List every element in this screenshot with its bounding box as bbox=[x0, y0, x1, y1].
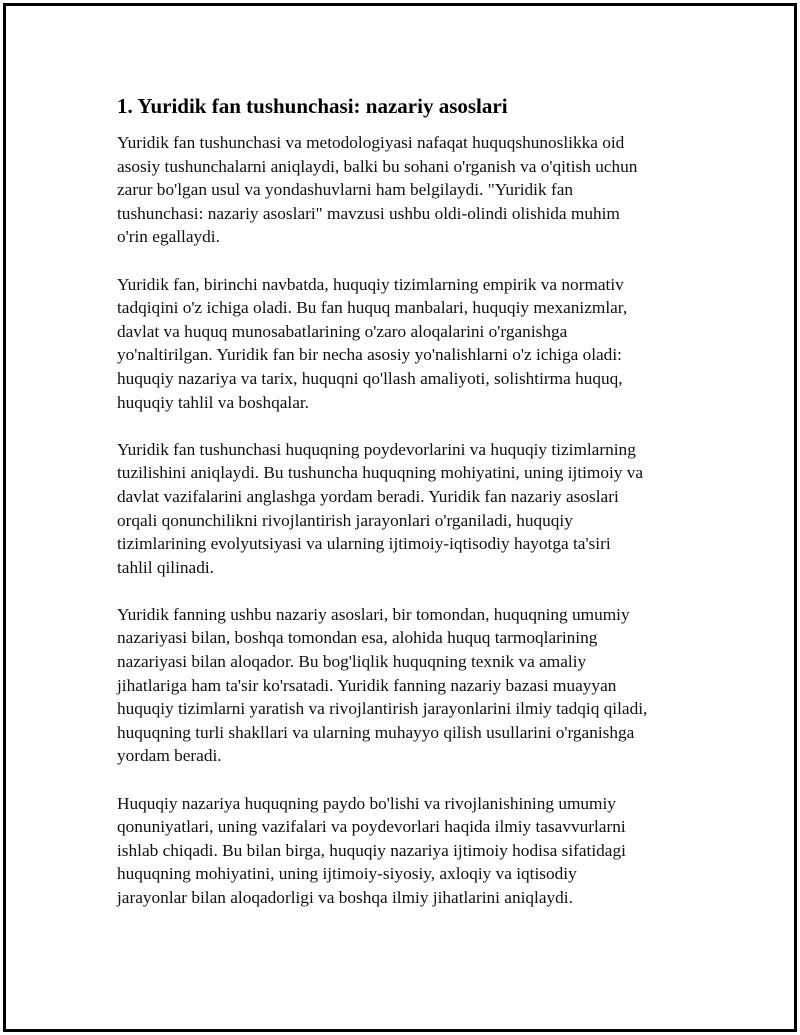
paragraph-5 bbox=[117, 792, 697, 910]
paragraph-3 bbox=[117, 438, 697, 580]
paragraph-line: tahlil qilinadi. bbox=[117, 557, 214, 577]
paragraph-line: huquqiy tahlil va boshqalar. bbox=[117, 392, 309, 412]
paragraph-line: Huquqiy nazariya huquqning paydo bo'lishi va rivojlanishining umumiy bbox=[117, 793, 616, 813]
paragraph-line: nazariyasi bilan aloqador. Bu bog'liqlik huquqning texnik va amaliy bbox=[117, 652, 587, 672]
paragraph-line: tadqiqini o'z ichiga oladi. Bu fan huquq manbalari, huquqiy mexanizmlar, bbox=[117, 298, 628, 318]
paragraph-line: nazariyasi bilan, boshqa tomondan esa, alohida huquq tarmoqlarining bbox=[117, 628, 598, 648]
paragraph-line: yo'naltirilgan. Yuridik fan bir necha asosiy yo'nalishlarni o'z ichiga oladi: bbox=[117, 345, 622, 365]
paragraph-line: tuzilishini aniqlaydi. Bu tushuncha huquqning mohiyatini, uning ijtimoiy va bbox=[117, 463, 644, 483]
paragraph-line: huquqning turli shakllari va ularning muhayyo qilish usullarini o'rganishga bbox=[117, 722, 635, 742]
paragraph-line: tizimlarining evolyutsiyasi va ularning ijtimoiy-iqtisodiy hayotga ta'siri bbox=[117, 534, 611, 554]
paragraph-line: asosiy tushunchalarni aniqlaydi, balki bu sohani o'rganish va o'qitish uchun bbox=[117, 156, 638, 176]
paragraph-line: zarur bo'lgan usul va yondashuvlarni ham belgilaydi. "Yuridik fan bbox=[117, 180, 574, 200]
paragraph-1 bbox=[117, 131, 697, 249]
paragraph-2 bbox=[117, 273, 697, 415]
paragraph-line: davlat vazifalarini anglashga yordam beradi. Yuridik fan nazariy asoslari bbox=[117, 486, 619, 506]
paragraph-line: yordam beradi. bbox=[117, 746, 222, 766]
paragraph-line: davlat va huquq munosabatlarining o'zaro aloqalarini o'rganishga bbox=[117, 321, 568, 341]
paragraph-line: qonuniyatlari, uning vazifalari va poydevorlari haqida ilmiy tasavvurlarni bbox=[117, 817, 626, 837]
paragraph-line: Yuridik fan tushunchasi huquqning poydevorlarini va huquqiy tizimlarning bbox=[117, 439, 636, 459]
document-body bbox=[117, 92, 697, 933]
paragraph-line: Yuridik fan tushunchasi va metodologiyasi nafaqat huquqshunoslikka oid bbox=[117, 133, 625, 152]
section-heading: 1. Yuridik fan tushunchasi: nazariy asoslari bbox=[117, 94, 508, 118]
paragraph-line: huquqiy nazariya va tarix, huquqni qo'llash amaliyoti, solishtirma huquq, bbox=[117, 368, 623, 388]
paragraph-4 bbox=[117, 603, 697, 768]
paragraph-line: tushunchasi: nazariy asoslari" mavzusi ushbu oldi-olindi olishida muhim bbox=[117, 203, 620, 223]
paragraph-line: Yuridik fanning ushbu nazariy asoslari, bir tomondan, huquqning umumiy bbox=[117, 604, 630, 624]
paragraph-line: jarayonlar bilan aloqadorligi va boshqa ilmiy jihatlarini aniqlaydi. bbox=[117, 888, 573, 907]
paragraph-line: jihatlariga ham ta'sir ko'rsatadi. Yuridik fanning nazariy bazasi muayyan bbox=[117, 675, 617, 695]
paragraph-line: huquqning mohiyatini, uning ijtimoiy-siyosiy, axloqiy va iqtisodiy bbox=[117, 864, 577, 884]
paragraph-line: ishlab chiqadi. Bu bilan birga, huquqiy nazariya ijtimoiy hodisa sifatidagi bbox=[117, 840, 626, 860]
paragraph-line: Yuridik fan, birinchi navbatda, huquqiy tizimlarning empirik va normativ bbox=[117, 274, 624, 294]
paragraph-line: o'rin egallaydi. bbox=[117, 227, 220, 247]
paragraph-line: huquqiy tizimlarni yaratish va rivojlantirish jarayonlarini ilmiy tadqiq qiladi, bbox=[117, 699, 648, 719]
paragraph-line: orqali qonunchilikni rivojlantirish jarayonlari o'rganiladi, huquqiy bbox=[117, 510, 573, 530]
